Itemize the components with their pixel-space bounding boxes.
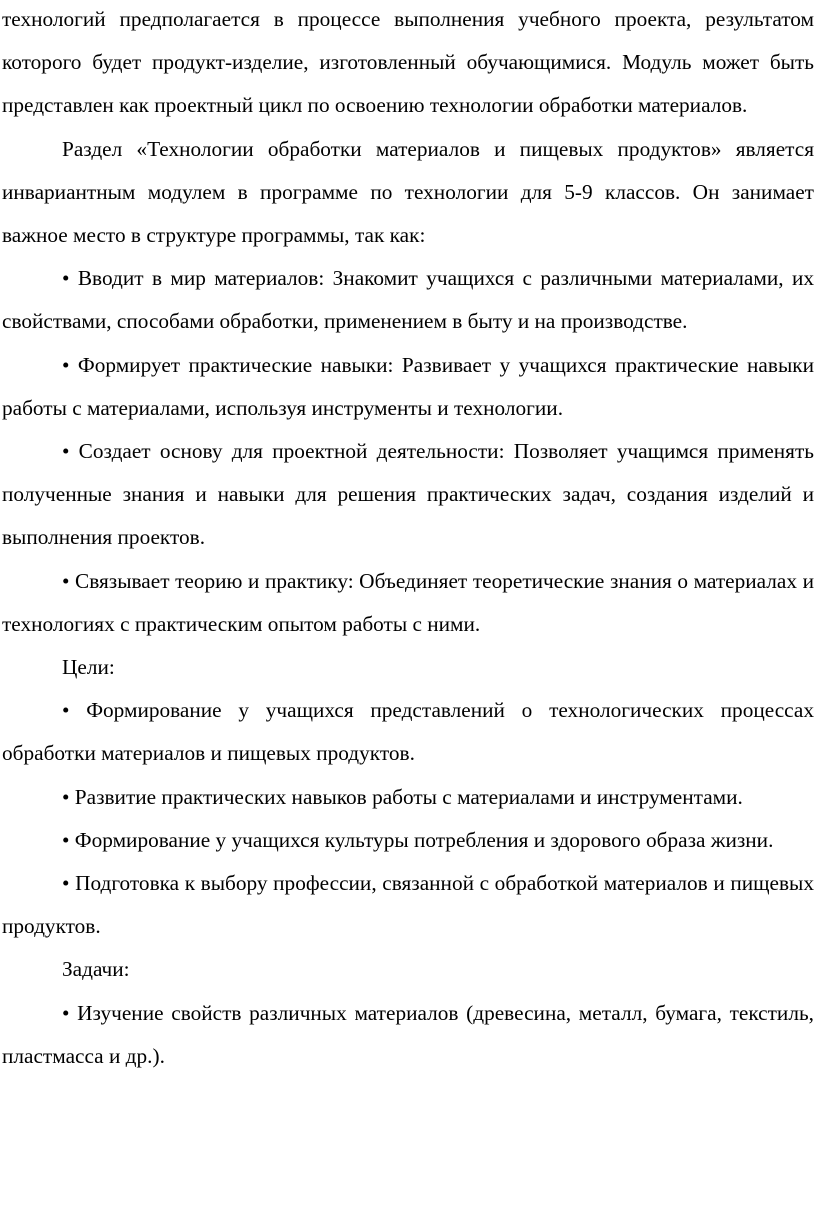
bullet-practical-skills: • Формирует практические навыки: Развивает у учащихся практические навыки работы с материалами, используя инструменты и технологии. [2, 352, 814, 420]
goal-item-profession: • Подготовка к выбору профессии, связанной с обработкой материалов и пищевых продуктов. [2, 871, 814, 939]
goal-item-skills: • Развитие практических навыков работы с материалами и инструментами. [62, 784, 743, 809]
heading-tasks: Задачи: [62, 957, 130, 982]
paragraph-section-intro: Раздел «Технологии обработки материалов и пищевых продуктов» является инвариантным модулем в программе по технологии для 5-9 классов. Он занимает важное место в структуре программы, так как: [2, 136, 814, 248]
goal-item-culture: • Формирование у учащихся культуры потребления и здорового образа жизни. [62, 827, 774, 852]
task-item-materials: • Изучение свойств различных материалов (древесина, металл, бумага, текстиль, пластмасса и др.). [2, 1000, 814, 1068]
bullet-materials: • Вводит в мир материалов: Знакомит учащихся с различными материалами, их свойствами, способами обработки, применением в быту и на производстве. [2, 266, 814, 334]
bullet-project-basis: • Создает основу для проектной деятельности: Позволяет учащимся применять полученные знания и навыки для решения практических задач, создания изделий и выполнения проектов. [2, 439, 814, 550]
heading-goals: Цели: [62, 655, 115, 680]
bullet-theory-practice: • Связывает теорию и практику: Объединяет теоретические знания о материалах и технологиях с практическим опытом работы с ними. [2, 568, 814, 636]
paragraph-continuation: технологий предполагается в процессе выполнения учебного проекта, результатом которого будет продукт-изделие, изготовленный обучающимися. Модуль может быть представлен как проектный цикл по освоению технологии обработки материалов. [2, 7, 814, 118]
goal-item-processes: • Формирование у учащихся представлений о технологических процессах обработки материалов и пищевых продуктов. [2, 698, 814, 766]
